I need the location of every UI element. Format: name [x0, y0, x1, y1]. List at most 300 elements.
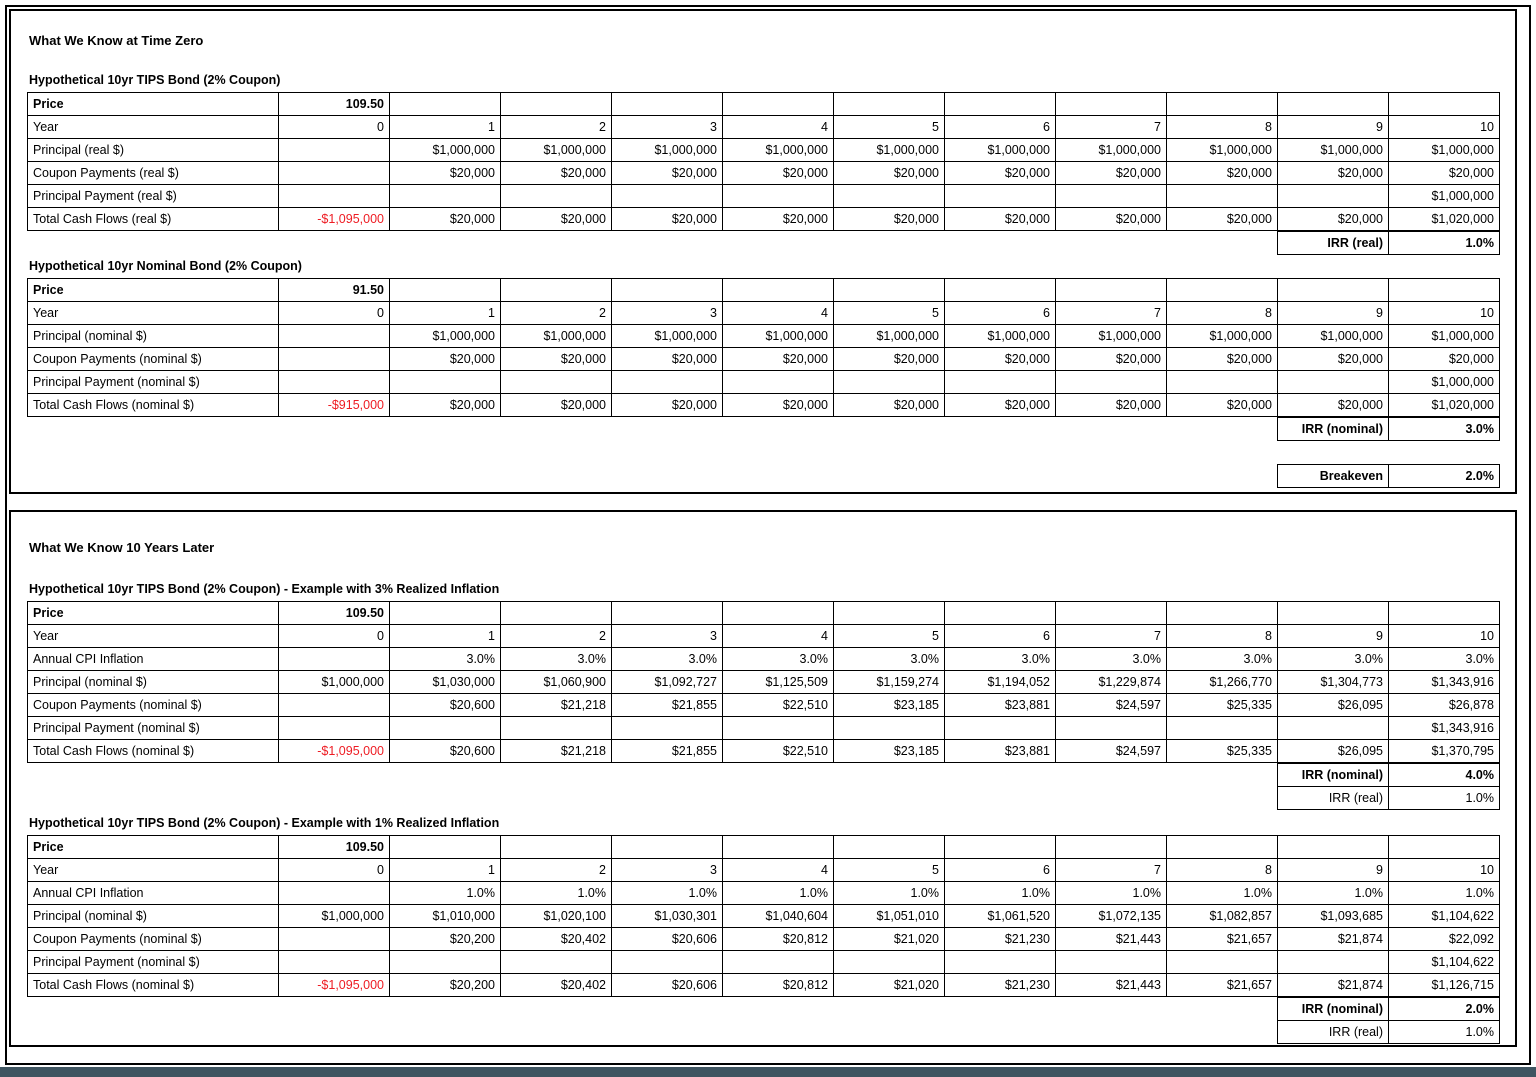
table-row — [28, 882, 1500, 905]
row-label: Total Cash Flows (nominal $) — [28, 394, 279, 417]
year-label: Year — [28, 625, 279, 648]
data-cell: $21,020 — [834, 928, 945, 951]
year-cell-1: 1 — [390, 859, 501, 882]
summary-label: IRR (real) — [1278, 787, 1389, 810]
data-cell: $1,061,520 — [945, 905, 1056, 928]
data-cell — [723, 185, 834, 208]
data-cell: $1,093,685 — [1278, 905, 1389, 928]
data-cell — [1278, 371, 1389, 394]
block-title-nominal: Hypothetical 10yr Nominal Bond (2% Coupon) — [29, 259, 302, 273]
empty-cell — [1278, 279, 1389, 302]
empty-cell — [1167, 602, 1278, 625]
panel-title-time-zero: What We Know at Time Zero — [29, 33, 204, 48]
year-cell-2: 2 — [501, 302, 612, 325]
empty-cell — [834, 836, 945, 859]
data-cell: 1.0% — [1389, 882, 1500, 905]
year-cell-7: 7 — [1056, 302, 1167, 325]
row-price — [28, 93, 1500, 116]
price-value[interactable]: 109.50 — [279, 93, 390, 116]
summary-table-tips-3pct — [1277, 763, 1500, 810]
negative-cash-flow-cell: -$1,095,000 — [279, 974, 390, 997]
data-cell: $22,510 — [723, 740, 834, 763]
empty-cell — [1056, 93, 1167, 116]
summary-row — [1278, 764, 1500, 787]
data-cell: $23,881 — [945, 694, 1056, 717]
table-row — [28, 951, 1500, 974]
table-row — [28, 185, 1500, 208]
data-cell — [390, 185, 501, 208]
table-row — [28, 348, 1500, 371]
table-row — [28, 139, 1500, 162]
data-cell: $20,000 — [612, 394, 723, 417]
data-cell: $24,597 — [1056, 740, 1167, 763]
breakeven-row — [1278, 465, 1500, 488]
row-label: Total Cash Flows (nominal $) — [28, 974, 279, 997]
data-cell — [1278, 185, 1389, 208]
data-cell: $21,657 — [1167, 974, 1278, 997]
data-cell: $21,230 — [945, 974, 1056, 997]
data-cell — [501, 717, 612, 740]
data-cell: $20,600 — [390, 694, 501, 717]
year-cell-6: 6 — [945, 302, 1056, 325]
empty-cell — [1056, 836, 1167, 859]
breakeven-table — [1277, 464, 1500, 488]
data-cell: $1,051,010 — [834, 905, 945, 928]
data-cell: $20,000 — [390, 348, 501, 371]
empty-cell — [945, 279, 1056, 302]
table-row — [28, 162, 1500, 185]
year-cell-2: 2 — [501, 116, 612, 139]
data-cell — [390, 371, 501, 394]
data-cell: $20,000 — [390, 208, 501, 231]
data-cell: $1,040,604 — [723, 905, 834, 928]
summary-row — [1278, 1021, 1500, 1044]
data-cell: $1,000,000 — [1389, 139, 1500, 162]
data-cell: 1.0% — [945, 882, 1056, 905]
sheet-tips-3pct — [27, 601, 1500, 763]
year-cell-6: 6 — [945, 859, 1056, 882]
price-label: Price — [28, 836, 279, 859]
data-cell: $1,030,000 — [390, 671, 501, 694]
year-cell-0: 0 — [279, 859, 390, 882]
row-label: Principal Payment (nominal $) — [28, 717, 279, 740]
empty-cell — [1167, 836, 1278, 859]
summary-label: IRR (real) — [1278, 1021, 1389, 1044]
data-cell: $23,185 — [834, 694, 945, 717]
data-cell — [834, 951, 945, 974]
summary-label: IRR (real) — [1278, 232, 1389, 255]
row-year — [28, 859, 1500, 882]
data-cell: $1,266,770 — [1167, 671, 1278, 694]
data-cell: $1,370,795 — [1389, 740, 1500, 763]
empty-cell — [1278, 602, 1389, 625]
data-cell: $1,000,000 — [1278, 325, 1389, 348]
data-cell: $20,200 — [390, 974, 501, 997]
row-label: Coupon Payments (real $) — [28, 162, 279, 185]
data-cell: $20,402 — [501, 974, 612, 997]
row-label: Principal (real $) — [28, 139, 279, 162]
year-cell-0: 0 — [279, 625, 390, 648]
data-cell — [1056, 185, 1167, 208]
summary-label: IRR (nominal) — [1278, 764, 1389, 787]
data-cell: $24,597 — [1056, 694, 1167, 717]
year-label: Year — [28, 302, 279, 325]
data-cell: $1,020,000 — [1389, 208, 1500, 231]
table-row — [28, 928, 1500, 951]
data-cell: 3.0% — [723, 648, 834, 671]
data-cell: $21,218 — [501, 694, 612, 717]
data-cell: $20,000 — [501, 208, 612, 231]
summary-value: 4.0% — [1389, 764, 1500, 787]
empty-cell — [1389, 836, 1500, 859]
empty-cell — [390, 602, 501, 625]
price-value[interactable]: 109.50 — [279, 602, 390, 625]
year-cell-6: 6 — [945, 625, 1056, 648]
data-cell: $20,000 — [1278, 394, 1389, 417]
table-row — [28, 325, 1500, 348]
data-cell: $20,000 — [834, 162, 945, 185]
empty-cell — [501, 836, 612, 859]
data-cell: $20,000 — [945, 348, 1056, 371]
data-cell — [945, 951, 1056, 974]
data-cell — [834, 185, 945, 208]
data-cell: $20,000 — [945, 162, 1056, 185]
data-cell: $1,000,000 — [945, 325, 1056, 348]
data-cell: $1,000,000 — [390, 139, 501, 162]
year-cell-8: 8 — [1167, 625, 1278, 648]
data-cell: $1,000,000 — [834, 325, 945, 348]
price-value[interactable]: 91.50 — [279, 279, 390, 302]
row-label: Principal (nominal $) — [28, 325, 279, 348]
year-cell-0: 0 — [279, 116, 390, 139]
data-cell — [723, 371, 834, 394]
data-cell — [279, 348, 390, 371]
year-cell-3: 3 — [612, 625, 723, 648]
year-cell-4: 4 — [723, 625, 834, 648]
data-cell — [612, 951, 723, 974]
year-cell-7: 7 — [1056, 625, 1167, 648]
year-cell-8: 8 — [1167, 116, 1278, 139]
data-cell — [390, 717, 501, 740]
summary-value: 2.0% — [1389, 998, 1500, 1021]
data-cell: $21,230 — [945, 928, 1056, 951]
empty-cell — [1389, 279, 1500, 302]
data-cell: $20,402 — [501, 928, 612, 951]
negative-cash-flow-cell: -$1,095,000 — [279, 208, 390, 231]
sheet-tips-real — [27, 92, 1500, 231]
data-cell: $20,000 — [945, 394, 1056, 417]
table-row — [28, 208, 1500, 231]
data-cell: $20,000 — [1167, 348, 1278, 371]
empty-cell — [834, 279, 945, 302]
data-cell: $1,229,874 — [1056, 671, 1167, 694]
year-cell-9: 9 — [1278, 116, 1389, 139]
data-cell: $20,000 — [1278, 348, 1389, 371]
data-cell — [945, 371, 1056, 394]
year-cell-0: 0 — [279, 302, 390, 325]
data-cell: $20,812 — [723, 974, 834, 997]
table-row — [28, 394, 1500, 417]
year-cell-9: 9 — [1278, 625, 1389, 648]
empty-cell — [723, 93, 834, 116]
data-cell: $1,343,916 — [1389, 717, 1500, 740]
data-cell — [279, 325, 390, 348]
data-cell: $21,874 — [1278, 974, 1389, 997]
data-cell: $21,657 — [1167, 928, 1278, 951]
price-value[interactable]: 109.50 — [279, 836, 390, 859]
data-cell: 1.0% — [612, 882, 723, 905]
empty-cell — [501, 93, 612, 116]
data-cell: $26,095 — [1278, 694, 1389, 717]
data-cell: $26,095 — [1278, 740, 1389, 763]
data-cell — [1056, 717, 1167, 740]
year-cell-8: 8 — [1167, 302, 1278, 325]
data-cell — [279, 371, 390, 394]
row-label: Total Cash Flows (real $) — [28, 208, 279, 231]
data-cell: $20,000 — [723, 394, 834, 417]
data-cell: $20,600 — [390, 740, 501, 763]
data-cell: $20,000 — [612, 348, 723, 371]
data-cell — [279, 882, 390, 905]
empty-cell — [723, 279, 834, 302]
data-cell: 1.0% — [1278, 882, 1389, 905]
data-cell: $21,855 — [612, 740, 723, 763]
row-label: Coupon Payments (nominal $) — [28, 928, 279, 951]
data-cell: $20,000 — [834, 394, 945, 417]
empty-cell — [1389, 93, 1500, 116]
row-label: Annual CPI Inflation — [28, 882, 279, 905]
data-cell — [279, 928, 390, 951]
data-cell: $1,000,000 — [390, 325, 501, 348]
year-cell-2: 2 — [501, 859, 612, 882]
year-cell-4: 4 — [723, 302, 834, 325]
summary-value: 1.0% — [1389, 232, 1500, 255]
year-cell-8: 8 — [1167, 859, 1278, 882]
data-cell — [834, 371, 945, 394]
data-cell: $1,000,000 — [723, 139, 834, 162]
price-label: Price — [28, 279, 279, 302]
data-cell: $1,000,000 — [279, 905, 390, 928]
data-cell: $22,510 — [723, 694, 834, 717]
year-cell-10: 10 — [1389, 859, 1500, 882]
data-cell: 3.0% — [390, 648, 501, 671]
sheet-nominal — [27, 278, 1500, 417]
negative-cash-flow-cell: -$1,095,000 — [279, 740, 390, 763]
data-cell: $25,335 — [1167, 694, 1278, 717]
data-cell — [501, 371, 612, 394]
data-cell: $20,000 — [723, 162, 834, 185]
data-cell: $1,020,000 — [1389, 394, 1500, 417]
summary-value: 3.0% — [1389, 418, 1500, 441]
data-cell — [1167, 717, 1278, 740]
data-cell: $1,000,000 — [834, 139, 945, 162]
empty-cell — [834, 93, 945, 116]
negative-cash-flow-cell: -$915,000 — [279, 394, 390, 417]
data-cell: $20,000 — [612, 162, 723, 185]
panel-ten-years-later — [9, 510, 1517, 1047]
empty-cell — [723, 602, 834, 625]
breakeven-value: 2.0% — [1389, 465, 1500, 488]
data-cell: $1,125,509 — [723, 671, 834, 694]
data-cell — [1167, 951, 1278, 974]
row-label: Coupon Payments (nominal $) — [28, 348, 279, 371]
panel-time-zero-inner — [11, 11, 1515, 492]
data-cell: $1,000,000 — [612, 325, 723, 348]
data-cell: $21,443 — [1056, 974, 1167, 997]
year-cell-4: 4 — [723, 116, 834, 139]
year-cell-3: 3 — [612, 859, 723, 882]
data-cell: $20,200 — [390, 928, 501, 951]
summary-row — [1278, 232, 1500, 255]
data-cell: $1,000,000 — [1167, 325, 1278, 348]
breakeven-label: Breakeven — [1278, 465, 1389, 488]
table-row — [28, 740, 1500, 763]
empty-cell — [501, 602, 612, 625]
data-cell: $20,000 — [501, 394, 612, 417]
year-cell-3: 3 — [612, 116, 723, 139]
block-title-tips-real: Hypothetical 10yr TIPS Bond (2% Coupon) — [29, 73, 281, 87]
data-cell: $20,000 — [1389, 348, 1500, 371]
row-label: Principal Payment (nominal $) — [28, 371, 279, 394]
summary-table-tips-1pct — [1277, 997, 1500, 1044]
data-cell: $21,443 — [1056, 928, 1167, 951]
year-label: Year — [28, 859, 279, 882]
data-cell — [834, 717, 945, 740]
data-cell: $21,218 — [501, 740, 612, 763]
table-row — [28, 974, 1500, 997]
data-cell: $1,304,773 — [1278, 671, 1389, 694]
panel-time-zero — [9, 9, 1517, 494]
data-cell — [1056, 951, 1167, 974]
row-price — [28, 602, 1500, 625]
data-cell: $20,000 — [834, 208, 945, 231]
summary-table-nominal — [1277, 417, 1500, 441]
table-row — [28, 694, 1500, 717]
data-cell — [945, 717, 1056, 740]
data-cell — [612, 371, 723, 394]
data-cell: $20,000 — [501, 348, 612, 371]
data-cell — [501, 951, 612, 974]
row-label: Coupon Payments (nominal $) — [28, 694, 279, 717]
data-cell: $1,010,000 — [390, 905, 501, 928]
year-cell-5: 5 — [834, 116, 945, 139]
data-cell: 3.0% — [612, 648, 723, 671]
data-cell: $1,000,000 — [501, 325, 612, 348]
empty-cell — [390, 836, 501, 859]
data-cell: $20,000 — [612, 208, 723, 231]
data-cell: 1.0% — [723, 882, 834, 905]
data-cell: $1,000,000 — [1389, 371, 1500, 394]
panel-ten-years-later-inner — [11, 512, 1515, 1045]
data-cell: $20,606 — [612, 974, 723, 997]
year-label: Year — [28, 116, 279, 139]
block-title-tips-3pct: Hypothetical 10yr TIPS Bond (2% Coupon) - Example with 3% Realized Inflation — [29, 582, 500, 596]
empty-cell — [501, 279, 612, 302]
data-cell: $1,126,715 — [1389, 974, 1500, 997]
bottom-accent-strip — [0, 1067, 1536, 1077]
empty-cell — [945, 602, 1056, 625]
data-cell: $1,000,000 — [501, 139, 612, 162]
data-cell: $1,000,000 — [723, 325, 834, 348]
year-cell-1: 1 — [390, 116, 501, 139]
data-cell — [1167, 185, 1278, 208]
data-cell: $26,878 — [1389, 694, 1500, 717]
data-cell — [723, 717, 834, 740]
year-cell-5: 5 — [834, 302, 945, 325]
empty-cell — [1056, 602, 1167, 625]
data-cell: $1,020,100 — [501, 905, 612, 928]
row-label: Total Cash Flows (nominal $) — [28, 740, 279, 763]
year-cell-10: 10 — [1389, 302, 1500, 325]
data-cell: 3.0% — [501, 648, 612, 671]
data-cell: $21,874 — [1278, 928, 1389, 951]
price-label: Price — [28, 93, 279, 116]
row-label: Principal Payment (real $) — [28, 185, 279, 208]
row-year — [28, 116, 1500, 139]
year-cell-1: 1 — [390, 302, 501, 325]
empty-cell — [1167, 93, 1278, 116]
summary-label: IRR (nominal) — [1278, 998, 1389, 1021]
empty-cell — [945, 836, 1056, 859]
data-cell — [1167, 371, 1278, 394]
data-cell: 1.0% — [834, 882, 945, 905]
year-cell-4: 4 — [723, 859, 834, 882]
row-label: Principal Payment (nominal $) — [28, 951, 279, 974]
data-cell: $21,855 — [612, 694, 723, 717]
row-label: Principal (nominal $) — [28, 671, 279, 694]
data-cell: $1,000,000 — [279, 671, 390, 694]
data-cell — [723, 951, 834, 974]
summary-value: 1.0% — [1389, 1021, 1500, 1044]
data-cell — [612, 717, 723, 740]
year-cell-10: 10 — [1389, 625, 1500, 648]
year-cell-3: 3 — [612, 302, 723, 325]
empty-cell — [612, 93, 723, 116]
row-year — [28, 625, 1500, 648]
data-cell: $1,060,900 — [501, 671, 612, 694]
data-cell: 3.0% — [1389, 648, 1500, 671]
empty-cell — [1167, 279, 1278, 302]
data-cell: $1,082,857 — [1167, 905, 1278, 928]
empty-cell — [834, 602, 945, 625]
data-cell: $20,000 — [1056, 394, 1167, 417]
data-cell: 1.0% — [1056, 882, 1167, 905]
price-label: Price — [28, 602, 279, 625]
data-cell: $20,606 — [612, 928, 723, 951]
table-row — [28, 371, 1500, 394]
data-cell: 3.0% — [1167, 648, 1278, 671]
summary-value: 1.0% — [1389, 787, 1500, 810]
data-cell: $1,104,622 — [1389, 951, 1500, 974]
row-label: Principal (nominal $) — [28, 905, 279, 928]
data-cell: $1,000,000 — [1278, 139, 1389, 162]
data-cell: $1,104,622 — [1389, 905, 1500, 928]
data-cell: $20,000 — [1056, 348, 1167, 371]
empty-cell — [390, 279, 501, 302]
empty-cell — [612, 602, 723, 625]
data-cell: $20,000 — [1056, 208, 1167, 231]
panel-title-ten-years-later: What We Know 10 Years Later — [29, 540, 215, 555]
data-cell: $20,000 — [1278, 162, 1389, 185]
empty-cell — [390, 93, 501, 116]
data-cell — [279, 139, 390, 162]
data-cell: $1,072,135 — [1056, 905, 1167, 928]
data-cell — [279, 185, 390, 208]
data-cell — [279, 648, 390, 671]
empty-cell — [1056, 279, 1167, 302]
data-cell: $1,000,000 — [1389, 325, 1500, 348]
data-cell: $23,881 — [945, 740, 1056, 763]
